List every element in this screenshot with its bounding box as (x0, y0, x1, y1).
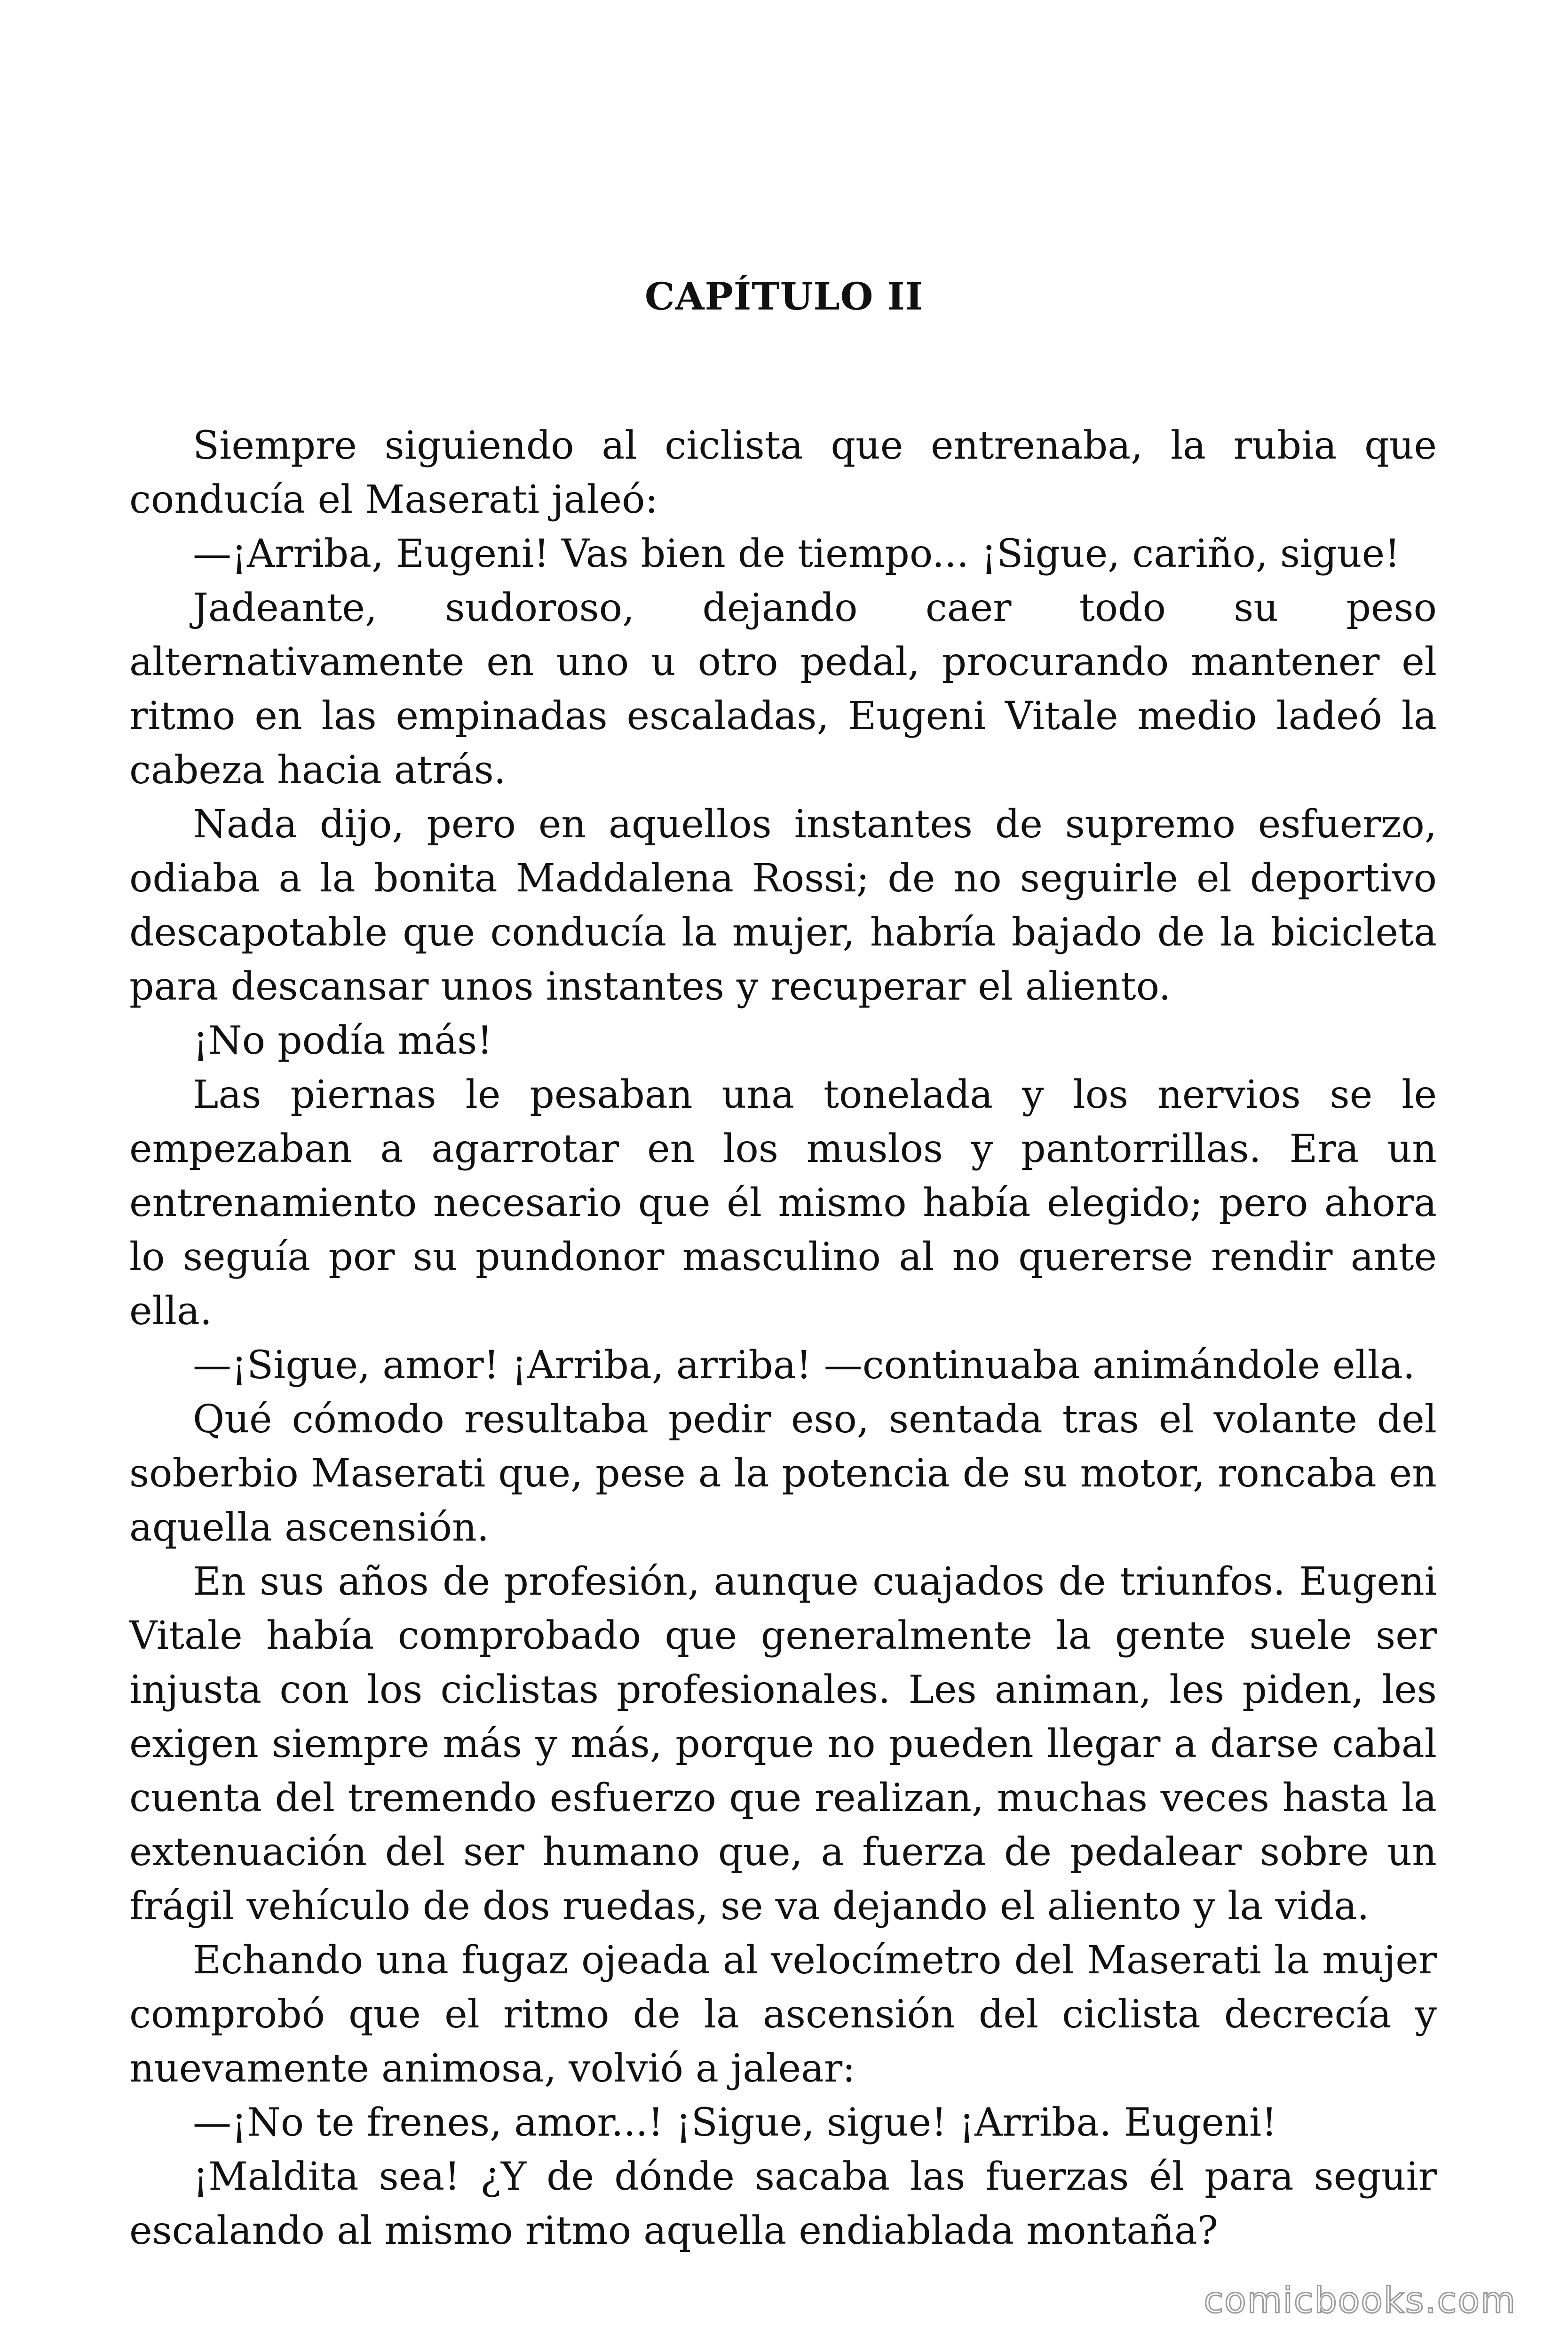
paragraph: En sus años de profesión, aunque cuajados de triunfos. Eugeni Vitale había comprobado que generalmente la gente suele ser injusta con los ciclistas profesionales. Les animan, les piden, les exigen siempre más y más, porque no pueden llegar a darse cabal cuenta del tremendo esfuerzo que realizan, muchas veces hasta la extenuación del ser humano que, a fuerza de pedalear sobre un frágil vehículo de dos ruedas, se va dejando el aliento y la vida. (129, 1559, 1437, 1929)
watermark: comicbooks.com (1204, 2279, 1516, 2321)
paragraph: Echando una fugaz ojeada al velocímetro del Maserati la mujer comprobó que el ritmo de la ascensión del ciclista decrecía y nuevamente animosa, volvió a jalear: (129, 1938, 1437, 2091)
paragraph: Jadeante, sudoroso, dejando caer todo su peso alternativamente en uno u otro pedal, procurando mantener el ritmo en las empinadas escaladas, Eugeni Vitale medio ladeó la cabeza hacia atrás. (129, 586, 1437, 793)
paragraph: —¡Sigue, amor! ¡Arriba, arriba! —continuaba animándole ella. (193, 1343, 1415, 1388)
paragraph: Las piernas le pesaban una tonelada y los nervios se le empezaban a agarrotar en los muslos y pantorrillas. Era un entrenamiento necesario que él mismo había elegido; pero ahora lo seguía por su pundonor masculino al no quererse rendir ante ella. (129, 1073, 1437, 1334)
paragraph: ¡Maldita sea! ¿Y de dónde sacaba las fuerzas él para seguir escalando al mismo ritmo aquella endiablada montaña? (129, 2154, 1437, 2253)
paragraph: Qué cómodo resultaba pedir eso, sentada tras el volante del soberbio Maserati que, pese a la potencia de su motor, roncaba en aquella ascensión. (129, 1397, 1437, 1550)
paragraph: —¡Arriba, Eugeni! Vas bien de tiempo... ¡Sigue, cariño, sigue! (193, 532, 1401, 576)
chapter-title: CAPÍTULO II (644, 274, 924, 318)
chapter-body (129, 419, 1437, 2258)
paragraph: Siempre siguiendo al ciclista que entrenaba, la rubia que conducía el Maserati jaleó: (129, 423, 1437, 522)
paragraph: —¡No te frenes, amor...! ¡Sigue, sigue! ¡Arriba. Eugeni! (193, 2100, 1277, 2145)
paragraph: ¡No podía más! (193, 1018, 493, 1063)
paragraph: Nada dijo, pero en aquellos instantes de supremo esfuerzo, odiaba a la bonita Maddalena Rossi; de no seguirle el deportivo descapotable que conducía la mujer, habría bajado de la bicicleta para descansar unos instantes y recuperar el aliento. (129, 802, 1437, 1009)
